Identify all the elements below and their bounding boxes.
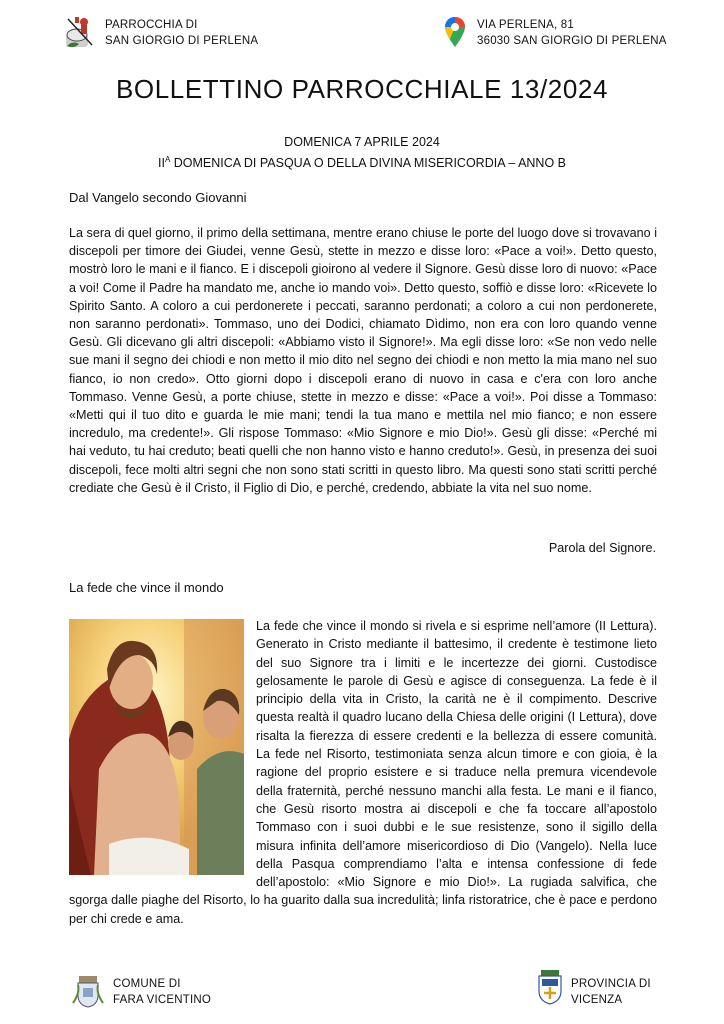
faith-text: La fede che vince il mondo si rivela e si esprime nell’amore (II Lettura). Generato in Cristo mediante il battesimo, il credente è testimone lieto del suo Signore tra i limiti e le incertezze dei giorni. Custodisce gelosamente le parole di Gesù e agisce di conseguenza. La fede è il principio della vita in Cristo, la carità ne è il compimento. Descrive questa realtà il quadro lucano della Chiesa delle origini (I Lettura), dove risalta la fierezza di essere credenti e la bellezza di essere comunità. La fede nel Risorto, testimoniata senza alcun timore e con gioia, è la ragione del proprio esistere e si traduce nella premura vicendevole della fraternità, perché nessuno manchi alla festa. Le mani e il fianco, che Gesù risorto mostra ai discepoli e che fa toccare all’apostolo Tommaso con i suoi dubbi e le sue resistenze, sono il sigillo della misura infinita dell’amore misericordioso di Dio (Vangelo). Nella luce della Pasqua comprendiamo l’alta e intensa confessione di fede dell’apostolo: «Mio Signore e mio Dio!». La rugiada salvifica, che sgorga dalle piaghe del Risorto, lo ha guarito dalla sua incredulità; linfa ristoratrice, che è pace e perdono per chi crede e ama.	[69, 619, 657, 926]
provincia-coat-of-arms	[537, 969, 573, 1005]
comune-line2: FARA VICENTINO	[113, 994, 212, 1006]
date-line2	[0, 151, 724, 172]
map-pin-icon	[444, 16, 466, 48]
date-line2-rest: DOMENICA DI PASQUA O DELLA DIVINA MISERICORDIA – ANNO B	[170, 156, 566, 171]
comune-line1: COMUNE DI	[113, 978, 181, 990]
parish-line1: PARROCCHIA DI	[105, 19, 198, 31]
parish-address	[477, 17, 667, 49]
provincia-name	[571, 976, 651, 1008]
gospel-closing: Parola del Signore.	[548, 541, 656, 555]
gospel-heading: Dal Vangelo secondo Giovanni	[69, 190, 247, 205]
address-line1: VIA PERLENA, 81	[477, 19, 574, 31]
parish-logo	[64, 15, 96, 51]
page-title: BOLLETTINO PARROCCHIALE 13/2024	[115, 74, 609, 104]
date-line2-prefix: II	[157, 156, 165, 171]
risen-christ-illustration	[69, 619, 244, 875]
faith-heading: La fede che vince il mondo	[69, 580, 224, 595]
parish-name	[105, 17, 258, 49]
parish-line2: SAN GIORGIO DI PERLENA	[105, 35, 259, 47]
liturgical-date	[0, 133, 724, 172]
gospel-text: La sera di quel giorno, il primo della settimana, mentre erano chiuse le porte del luogo dove si trovavano i discepoli per timore dei Giudei, venne Gesù, stette in mezzo e disse loro: «Pace a voi!». Detto questo, mostrò loro le mani e il fianco. E i discepoli gioirono al vedere il Signore. Gesù disse loro di nuovo: «Pace a voi! Come il Padre ha mandato me, anche io mando voi». Detto questo, soffiò e disse loro: «Ricevete lo Spirito Santo. A coloro a cui perdonerete i peccati, saranno perdonati; a coloro a cui non perdonerete, non saranno perdonati». Tommaso, uno dei Dodici, chiamato Dìdimo, non era con loro quando venne Gesù. Gli dicevano gli altri discepoli: «Abbiamo visto il Signore!». Ma egli disse loro: «Se non vedo nelle sue mani il segno dei chiodi e non metto il mio dito nel segno dei chiodi e non metto la mia mano nel suo fianco, io non credo». Otto giorni dopo i discepoli erano di nuovo in casa e c'era con loro anche Tommaso. Venne Gesù, a porte chiuse, stette in mezzo e disse: «Pace a voi!». Poi disse a Tommaso: «Metti qui il tuo dito e guarda le mie mani; tendi la tua mano e mettila nel mio fianco; e non essere incredulo, ma credente!». Gli rispose Tommaso: «Mio Signore e mio Dio!». Gesù gli disse: «Perché mi hai veduto, tu hai creduto; beati quelli che non hanno visto e hanno creduto!». Gesù, in presenza dei suoi discepoli, fece molti altri segni che non sono stati scritti in questo libro. Ma questi sono stati scritti perché crediate che Gesù è il Cristo, il Figlio di Dio, e perché, credendo, abbiate la vita nel suo nome.	[69, 226, 657, 495]
date-line1: DOMENICA 7 APRILE 2024	[284, 135, 440, 149]
provincia-line1: PROVINCIA DI	[571, 978, 651, 990]
date-line2-sup: A	[164, 155, 171, 164]
address-line2: 36030 SAN GIORGIO DI PERLENA	[477, 35, 667, 47]
comune-coat-of-arms	[70, 973, 106, 1009]
comune-name	[113, 976, 211, 1008]
provincia-line2: VICENZA	[571, 994, 623, 1006]
faith-section	[69, 617, 657, 928]
